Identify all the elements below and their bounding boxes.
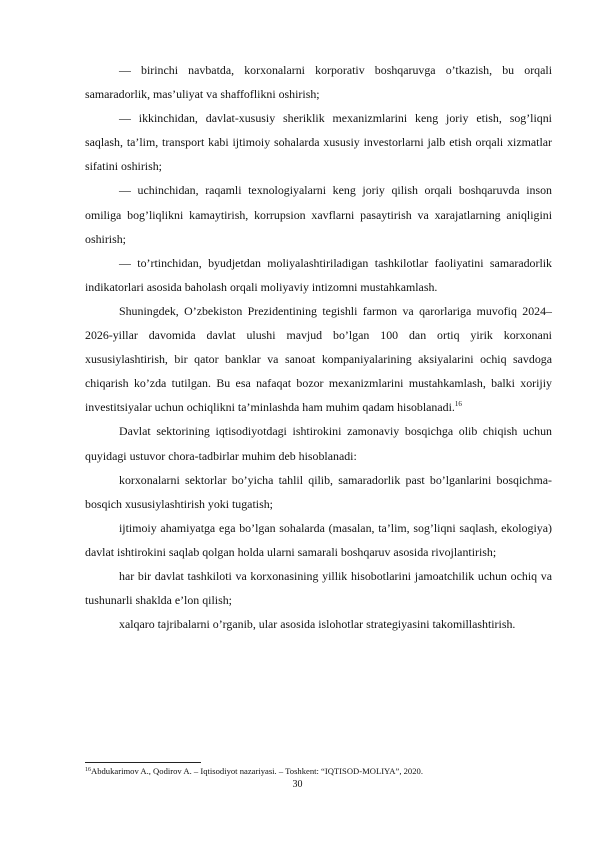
paragraph-first-priority: — birinchi navbatda, korxonalarni korporativ boshqaruvga o’tkazish, bu orqali samaradorlik, mas’uliyat va shaffoflikni oshirish; (85, 63, 552, 102)
footnote-reference: 16 (454, 400, 462, 409)
paragraph-measure-4: xalqaro tajribalarni o’rganib, ular asosida islohotlar strategiyasini takomillashtirish. (119, 617, 516, 632)
footnote-text: Abdukarimov A., Qodirov A. – Iqtisodiyot nazariyasi. – Toshkent: “IQTISOD-MOLIYA”, 2020. (91, 766, 423, 776)
paragraph-measure-2: ijtimoiy ahamiyatga ega bo’lgan sohalarda (masalan, ta’lim, sog’liqni saqlash, ekologiya) davlat ishtirokini saqlab qolgan holda ularni samarali boshqaruv asosida rivojlantirish; (85, 520, 552, 559)
footnote-divider (85, 762, 201, 763)
paragraph-measures-intro: Davlat sektorining iqtisodiyotdagi ishtirokini zamonaviy bosqichga olib chiqish uchun quyidagi ustuvor chora-tadbirlar muhim deb hisoblanadi: (85, 424, 552, 463)
paragraph-privatization-text: Shuningdek, O’zbekiston Prezidentining tegishli farmon va qarorlariga muvofiq 2024–2026-yillar davomida davlat ulushi mavjud bo’lgan 100 dan ortiq yirik korxonani xususiylashtirish, bir qator banklar va sanoat kompaniyalarining aksiyalarini ochiq savdoga chiqarish ko’zda tutilgan. Bu esa nafaqat bozor mexanizmlarini mustahkamlash, balki xorijiy investitsiyalar uchun ochiqlikni ta’minlashda ham muhim qadam hisoblanadi. (85, 303, 552, 415)
paragraph-measure-3: har bir davlat tashkiloti va korxonasining yillik hisobotlarini jamoatchilik uchun ochiq va tushunarli shaklda e’lon qilish; (85, 568, 552, 608)
footnote (85, 766, 552, 777)
footnote-number: 16 (85, 767, 91, 773)
paragraph-measure-1: korxonalarni sektorlar bo’yicha tahlil qilib, samaradorlik past bo’lganlarini bosqichma-bosqich xususiylashtirish yoki tugatish; (85, 472, 552, 511)
paragraph-privatization (85, 299, 552, 419)
body-text (85, 58, 552, 636)
paragraph-second-priority: — ikkinchidan, davlat-xususiy sheriklik mexanizmlarini keng joriy etish, sog’liqni saqlash, ta’lim, transport kabi ijtimoiy sohalarda xususiy investorlarni jalb etish orqali xizmatlar sifatini oshirish; (85, 111, 552, 174)
paragraph-fourth-priority: — to’rtinchidan, byudjetdan moliyalashtiriladigan tashkilotlar faoliyatini samaradorlik indikatorlari asosida baholash orqali moliyaviy intizomni mustahkamlash. (85, 255, 552, 294)
paragraph-third-priority: — uchinchidan, raqamli texnologiyalarni keng joriy qilish orqali boshqaruvda inson omiliga bog’liqlikni kamaytirish, korrupsion xavflarni pasaytirish va xarajatlarning aniqligini oshirish; (85, 183, 552, 246)
page-number: 30 (292, 779, 303, 790)
